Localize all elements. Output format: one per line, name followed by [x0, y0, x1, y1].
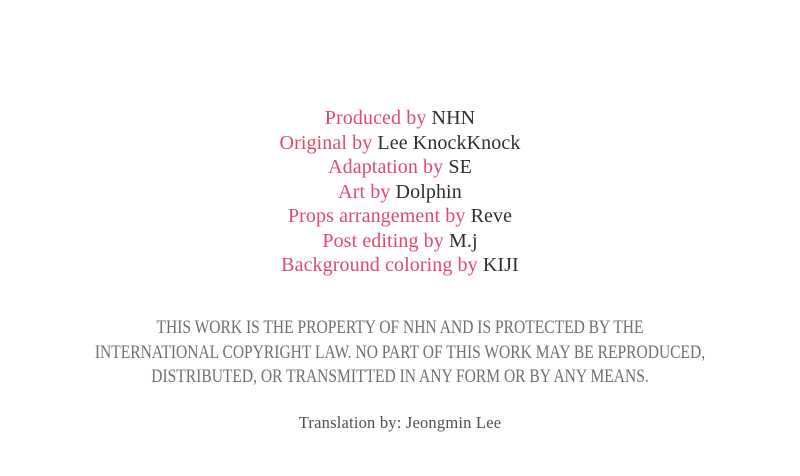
credit-role: Props arrangement by	[287, 205, 466, 227]
credit-line-post-editing	[0, 229, 800, 254]
credit-role: Adaptation by	[328, 156, 444, 178]
credit-role: Produced by	[324, 107, 427, 129]
copyright-line: THIS WORK IS THE PROPERTY OF NHN AND IS PROTECTED BY THE	[156, 318, 644, 338]
credit-name: Lee KnockKnock	[377, 131, 521, 154]
credit-name: Dolphin	[395, 180, 462, 203]
credit-name: M.j	[448, 229, 478, 252]
credit-line-original	[0, 131, 800, 156]
credit-name: NHN	[431, 107, 476, 129]
credit-line-art	[0, 180, 800, 205]
credit-name: Reve	[470, 205, 513, 227]
credit-role: Background coloring by	[281, 254, 478, 276]
copyright-notice	[64, 316, 736, 390]
credit-line-produced	[0, 106, 800, 131]
copyright-line: INTERNATIONAL COPYRIGHT LAW. NO PART OF THIS WORK MAY BE REPRODUCED,	[94, 342, 706, 363]
translation-credit: Translation by: Jeongmin Lee	[298, 413, 502, 432]
credit-name: KIJI	[482, 254, 519, 276]
credits-block	[0, 106, 800, 278]
credit-name: SE	[448, 156, 472, 178]
credit-role: Original by	[279, 131, 373, 154]
credit-line-background-coloring	[0, 253, 800, 278]
credit-role: Post editing by	[322, 229, 444, 252]
copyright-line: DISTRIBUTED, OR TRANSMITTED IN ANY FORM OR BY ANY MEANS.	[151, 367, 649, 387]
credit-line-adaptation	[0, 155, 800, 180]
credit-role: Art by	[338, 180, 391, 203]
credit-line-props	[0, 204, 800, 229]
